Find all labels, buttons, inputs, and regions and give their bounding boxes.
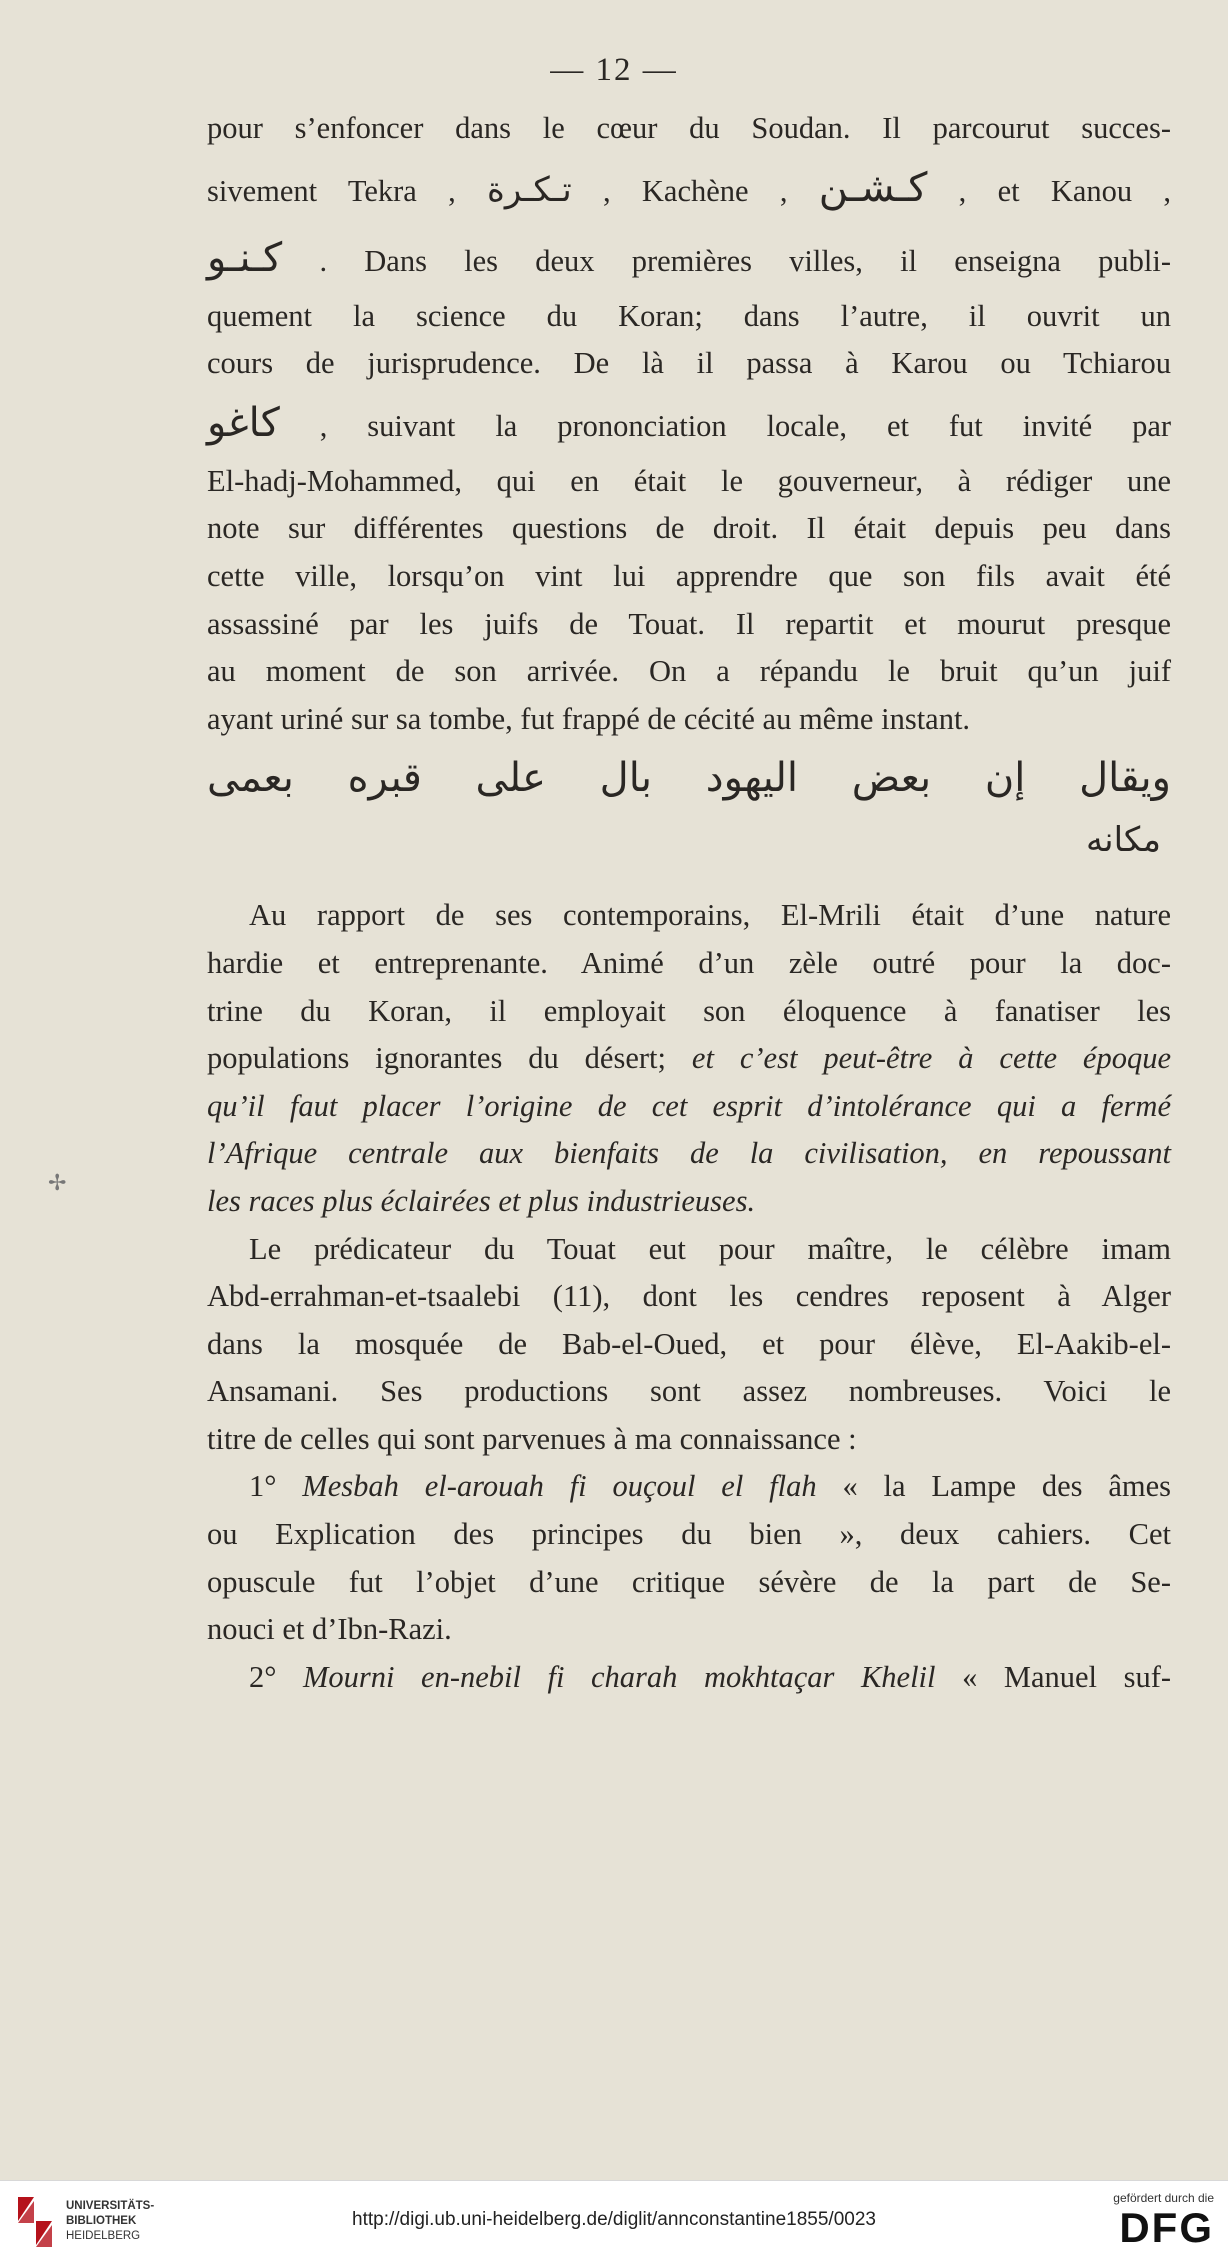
arabic-quote-line: ويقال إن بعض اليهود بال على قبره بعمى [207, 755, 1171, 802]
text-line: assassiné par les juifs de Touat. Il repartit et mourut presque [207, 606, 1171, 641]
italic-fragment: les races plus éclairées et plus industrieuses. [207, 1183, 756, 1218]
text-line: dans la mosquée de Bab-el-Oued, et pour élève, El-Aakib-el- [207, 1326, 1171, 1361]
paragraph-gap [207, 868, 1171, 892]
text-line: titre de celles qui sont parvenues à ma connaissance : [207, 1421, 857, 1456]
italic-title: Mesbah el-arouah fi ouçoul el flah [302, 1469, 817, 1504]
arabic-word: كـشـن [818, 164, 928, 211]
text-line: El-hadj-Mohammed, qui en était le gouverneur, à rédiger une [207, 463, 1171, 498]
text-line [207, 1654, 1171, 1702]
text-line: quement la science du Koran; dans l’autre, il ouvrit un [207, 298, 1171, 333]
text-fragment: « Manuel suf- [962, 1659, 1172, 1694]
margin-mark-icon: ✢ [48, 1170, 67, 1195]
text-line: Au rapport de ses contemporains, El-Mrili était d’une nature [249, 898, 1171, 933]
text-line: ayant uriné sur sa tombe, fut frappé de cécité au même instant. [207, 701, 971, 736]
arabic-quote-line: مكانه [1085, 820, 1161, 861]
text-fragment: , et Kanou , [958, 173, 1172, 208]
text-line: Ansamani. Ses productions sont assez nombreuses. Voici le [207, 1374, 1171, 1409]
text-line [207, 1130, 1171, 1178]
text-fragment: populations ignorantes du désert; [207, 1041, 666, 1076]
italic-fragment: qu’il faut placer l’origine de cet esprit d’intolérance qui a fermé [207, 1088, 1171, 1123]
text-line: trine du Koran, il employait son éloquence à fanatiser les [207, 993, 1171, 1028]
funder-logo[interactable] [1113, 2191, 1214, 2251]
text-line: pour s’enfoncer dans le cœur du Soudan. Il parcourut succes- [207, 111, 1171, 145]
text-line [207, 1178, 1171, 1226]
text-line: au moment de son arrivée. On a répandu le bruit qu’un juif [207, 654, 1171, 689]
italic-title: Mourni en-nebil fi charah mokhtaçar Khelil [303, 1659, 936, 1694]
text-line: opuscule fut l’objet d’une critique sévère de la part de Se- [207, 1564, 1171, 1599]
text-fragment: sivement Tekra , [207, 173, 456, 208]
text-fragment: 2° [249, 1659, 277, 1694]
text-line [207, 1083, 1171, 1131]
text-fragment: , Kachène , [603, 173, 788, 208]
library-name-line: BIBLIOTHEK [66, 2214, 137, 2227]
text-line: hardie et entreprenante. Animé d’un zèle outré pour la doc- [207, 945, 1171, 980]
arabic-word: كاغو [207, 399, 280, 446]
text-line: nouci et d’Ibn-Razi. [207, 1612, 452, 1647]
text-line [207, 153, 1171, 223]
dfg-logo-icon: DFG [1119, 2204, 1214, 2251]
library-name-line: UNIVERSITÄTS- [66, 2199, 155, 2212]
body-text [207, 105, 1171, 1701]
permalink-url[interactable]: http://digi.ub.uni-heidelberg.de/diglit/annconstantine1855/0023 [352, 2209, 876, 2230]
text-line [207, 1035, 1171, 1083]
text-fragment: « la Lampe des âmes [842, 1469, 1172, 1504]
text-fragment: 1° [249, 1469, 277, 1504]
text-line: ou Explication des principes du bien », deux cahiers. Cet [207, 1517, 1171, 1552]
library-name-line: HEIDELBERG [66, 2229, 141, 2242]
text-line: note sur différentes questions de droit. Il était depuis peu dans [207, 511, 1171, 546]
arabic-word: تـكـرة [487, 169, 572, 210]
italic-fragment: et c’est peut-être à cette époque [691, 1041, 1171, 1076]
text-line [207, 388, 1171, 458]
text-line: Abd-errahman-et-tsaalebi (11), dont les cendres reposent à Alger [207, 1279, 1171, 1314]
text-fragment: . Dans les deux premières villes, il enseigna publi- [319, 243, 1172, 278]
text-line: cette ville, lorsqu’on vint lui apprendre que son fils avait été [207, 558, 1171, 593]
text-line [207, 1463, 1171, 1511]
text-fragment: , suivant la prononciation locale, et fut invité par [319, 408, 1172, 443]
text-line: Le prédicateur du Touat eut pour maître, le célèbre imam [249, 1231, 1171, 1266]
arabic-word: كـنـو [207, 234, 283, 281]
italic-fragment: l’Afrique centrale aux bienfaits de la civilisation, en repoussant [207, 1136, 1171, 1171]
viewer-footer [0, 2180, 1228, 2263]
text-line [207, 223, 1171, 293]
page-number: — 12 — [550, 52, 678, 88]
funder-caption: gefördert durch die [1113, 2191, 1214, 2205]
text-line: cours de jurisprudence. De là il passa à Karou ou Tchiarou [207, 346, 1171, 381]
